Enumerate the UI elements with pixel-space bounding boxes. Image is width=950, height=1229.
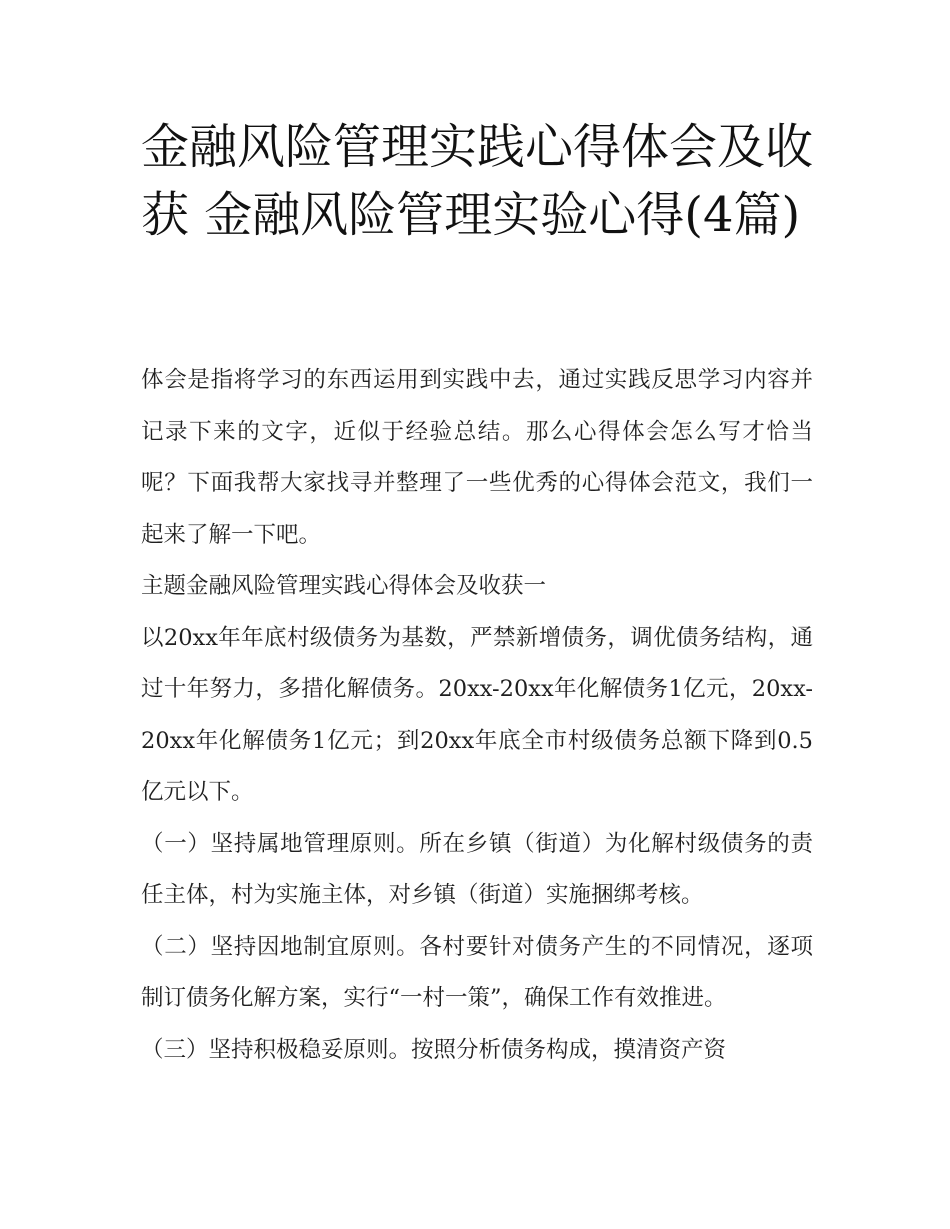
principle-paragraph-1: （一）坚持属地管理原则。所在乡镇（街道）为化解村级债务的责任主体，村为实施主体，对乡镇（街道）实施捆绑考核。	[141, 830, 813, 908]
principle-paragraph-2: （二）坚持因地制宜原则。各村要针对债务产生的不同情况，逐项制订债务化解方案，实行“一村一策”，确保工作有效推进。	[141, 933, 813, 1011]
intro-paragraph: 体会是指将学习的东西运用到实践中去，通过实践反思学习内容并记录下来的文字，近似于经验总结。那么心得体会怎么写才恰当呢？下面我帮大家找寻并整理了一些优秀的心得体会范文，我们一起来了解一下吧。	[141, 367, 813, 548]
principle-paragraph-3: （三）坚持积极稳妥原则。按照分析债务构成，摸清资产资	[141, 1036, 727, 1063]
document-title: 金融风险管理实践心得体会及收获 金融风险管理实验心得(4篇)	[141, 119, 814, 243]
section-heading: 主题金融风险管理实践心得体会及收获一	[141, 573, 547, 599]
document-body	[141, 355, 813, 1076]
body-paragraph: 以20xx年年底村级债务为基数，严禁新增债务，调优债务结构，通过十年努力，多措化解债务。20xx-20xx年化解债务1亿元，20xx-20xx年化解债务1亿元；到20xx年底全市村级债务总额下降到0.5亿元以下。	[141, 624, 813, 805]
